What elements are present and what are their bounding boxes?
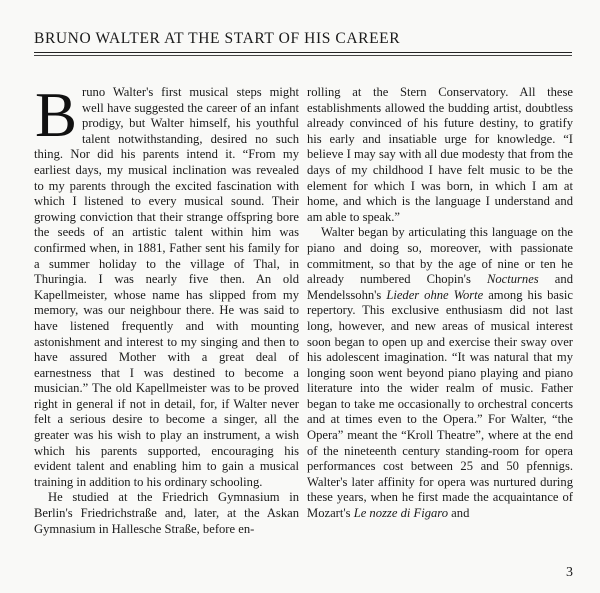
page-number: 3	[566, 565, 573, 580]
title-lieder-ohne-worte: Lieder ohne Worte	[386, 287, 484, 302]
paragraph-2: He studied at the Friedrich Gymnasium in Berlin's Friedrichstraße and, later, at the Askan Gymnasium in Hallesche Straße, before en-	[34, 490, 299, 536]
heading-rule-upper	[34, 52, 572, 53]
paragraph-3-text-d: and	[448, 506, 470, 521]
right-column	[307, 85, 573, 522]
paragraph-3-text-a: Walter began by articulating this language on the piano and doing so, moreover, with passionate commitment, so that by the age of nine or ten he already numbered Chopin's	[307, 225, 573, 287]
paragraph-1-text: runo Walter's first musical steps might well have suggested the career of an infant prodigy, but Walter himself, his youthful talent notwithstanding, desired no such thing. Nor did his parents intend it. “From my earliest days, my musical inclination was revealed to my parents through the excited fascination with which I listened to every musical sound. Their growing conviction that their strange offspring bore the seeds of an artistic talent within him was confirmed when, in 1881, Father sent his family for a summer holiday to the village of Thal, in Thuringia. I was nearly five then. An old Kapellmeister, whose name has slipped from my memory, was our neighbour there. He was said to have listened frequently and with mounting astonishment and interest to my singing and then to have assured Mother with a great deal of earnestness that I was destined to become a musician.” The old Kapellmeister was to be proved right in general if not in detail, for, if Walter never felt a serious desire to become a singer, all the greater was his wish to play an instrument, a wish which his parents supported, encouraging his evident talent and enabling him to gain a musical training in addition to his ordinary schooling.	[34, 85, 299, 489]
paragraph-3-text-c: among his basic repertory. This exclusive enthusiasm did not last long, however, and new areas of musical interest soon began to open up and exercise their sway over his adolescent imagination. “It was natural that my longing soon went beyond piano playing and piano literature into the wider realm of music. Father began to take me occasionally to orchestral concerts and at times even to the Opera.” For Walter, “the Opera” meant the “Kroll Theatre”, where at the end of the nineteenth century standing-room for opera performances cost between 25 and 50 pfennigs. Walter's later affinity for opera was nurtured during these years, when he first made the acquaintance of Mozart's	[307, 287, 574, 521]
paragraph-1	[34, 80, 299, 490]
paragraph-3-text-b: and Mendelssohn's	[307, 272, 573, 302]
paragraph-2-continued: rolling at the Stern Conservatory. All these establishments allowed the budding artist, doubtless already convinced of his future destiny, to gratify his early and insatiable urge for knowledge. “I believe I may say with all due modesty that from the days of my childhood I have felt music to be the element for which I was born, in which I am at home, and which is the language I understand and am able to speak.”	[307, 85, 573, 224]
title-le-nozze-di-figaro: Le nozze di Figaro	[353, 506, 449, 521]
paragraph-3	[307, 225, 573, 521]
heading-rule-lower	[34, 55, 572, 56]
page-heading: BRUNO WALTER AT THE START OF HIS CAREER	[34, 30, 401, 47]
drop-cap: B	[35, 80, 78, 150]
left-column	[34, 80, 299, 537]
title-nocturnes: Nocturnes	[486, 272, 539, 287]
